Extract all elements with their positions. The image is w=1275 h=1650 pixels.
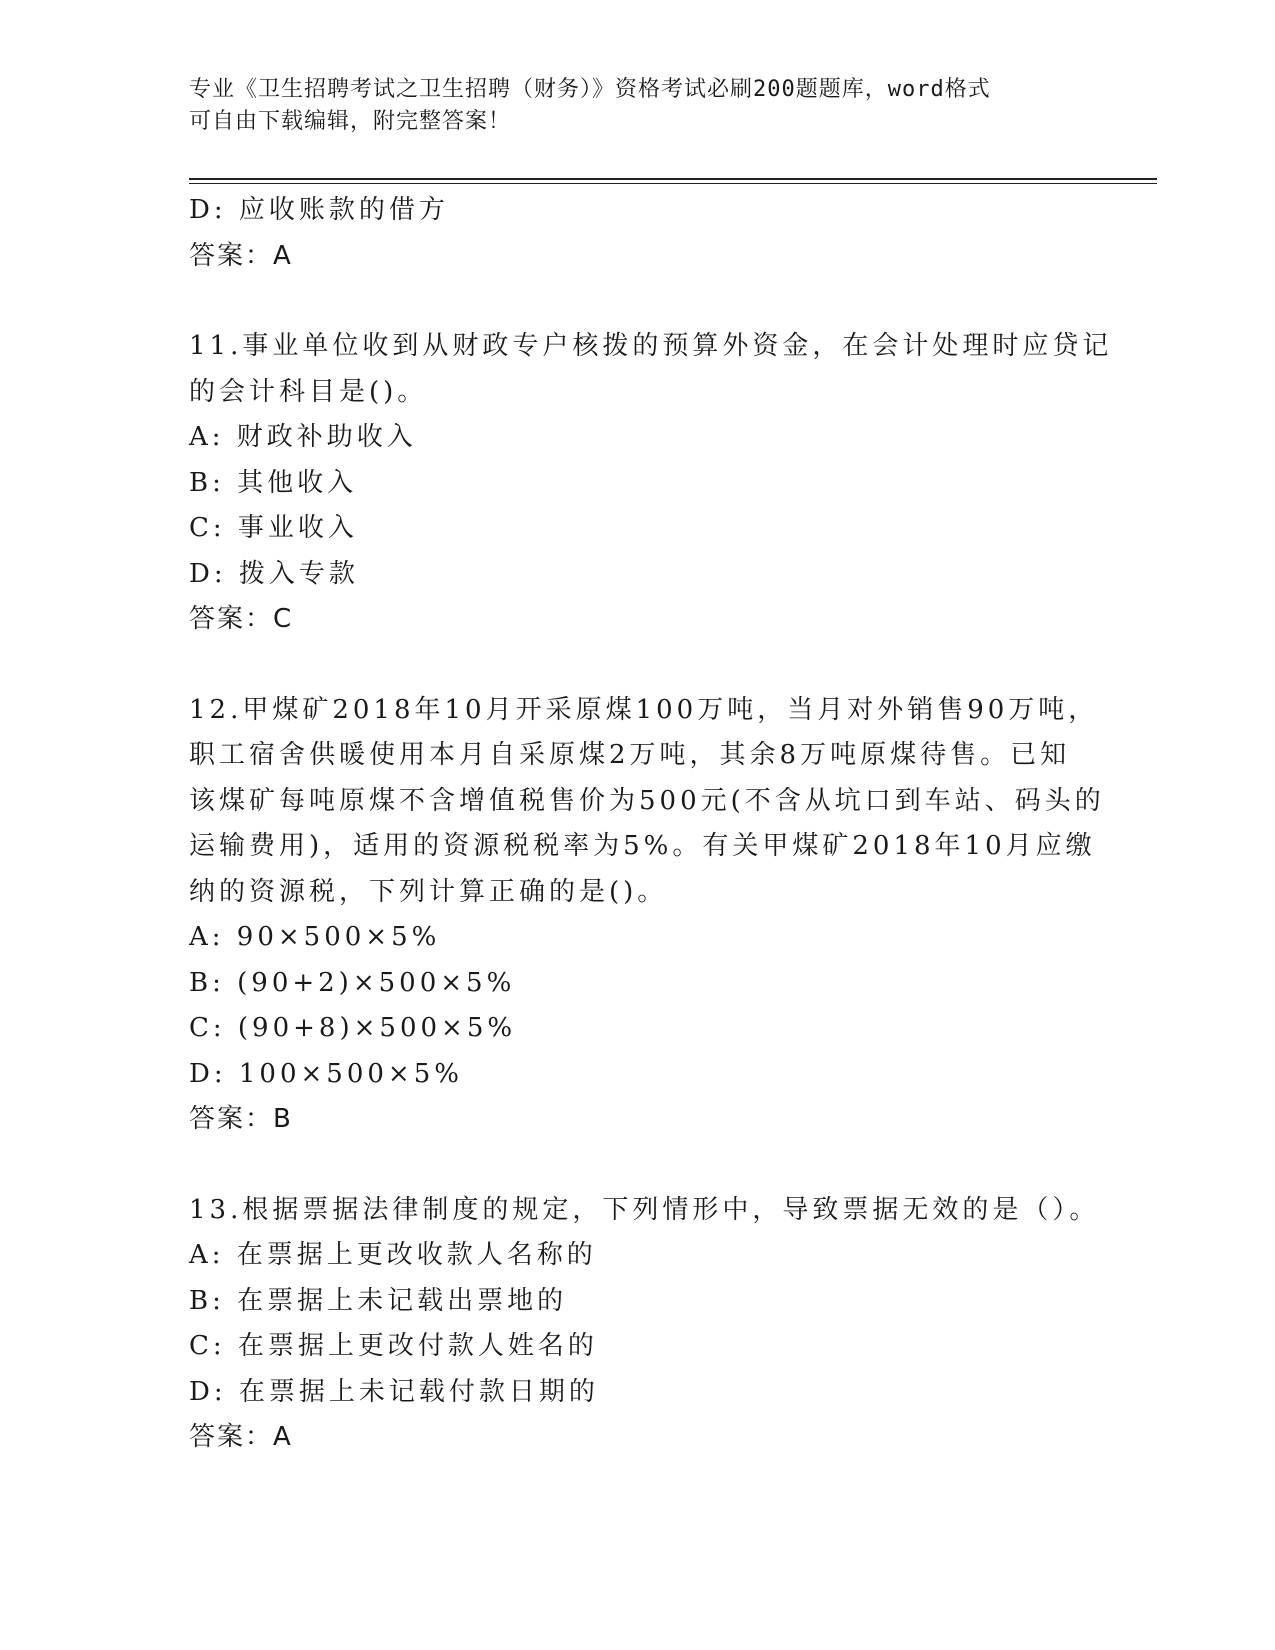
option-c: C: 在票据上更改付款人姓名的	[189, 1331, 598, 1361]
option-a: A: 在票据上更改收款人名称的	[189, 1240, 597, 1270]
question-13	[189, 1188, 1100, 1461]
question-stem-line: 11.事业单位收到从财政专户核拨的预算外资金，在会计处理时应贷记	[189, 331, 1113, 361]
option-b: B: 在票据上未记载出票地的	[189, 1285, 568, 1316]
question-11	[189, 324, 1113, 643]
option-b: B: 其他收入	[189, 467, 358, 498]
header-divider-thick	[189, 178, 1157, 180]
option-c: C: (90+8)×500×5%	[189, 1013, 517, 1043]
option-d: D: 100×500×5%	[189, 1058, 463, 1089]
question-stem-line: 纳的资源税，下列计算正确的是()。	[189, 876, 668, 907]
question-stem-line: 13.根据票据法律制度的规定，下列情形中，导致票据无效的是（）。	[189, 1194, 1100, 1225]
previous-question-tail	[189, 188, 1089, 279]
option-d: D: 拨入专款	[189, 558, 359, 589]
header-line-1: 专业《卫生招聘考试之卫生招聘（财务）》资格考试必刷200题题库，word格式	[189, 77, 991, 102]
answer-line: 答案：B	[189, 1104, 293, 1134]
option-d: D: 在票据上未记载付款日期的	[189, 1376, 599, 1407]
option-c: C: 事业收入	[189, 513, 358, 543]
question-stem-line: 运输费用)，适用的资源税税率为5%。有关甲煤矿2018年10月应缴	[189, 831, 1096, 861]
option-a: A: 90×500×5%	[189, 922, 441, 952]
page-header	[189, 74, 1069, 138]
question-stem-line: 的会计科目是()。	[189, 376, 428, 407]
document-body	[189, 188, 1113, 1461]
option-a: A: 财政补助收入	[189, 422, 417, 452]
question-stem-line: 职工宿舍供暖使用本月自采原煤2万吨，其余8万吨原煤待售。已知	[189, 740, 1071, 770]
spacer	[189, 643, 1089, 688]
header-line-2: 可自由下载编辑，附完整答案！	[189, 109, 512, 134]
spacer	[189, 279, 1089, 324]
answer-line: 答案：C	[189, 604, 294, 634]
option-b: B: (90+2)×500×5%	[189, 967, 516, 998]
question-stem-line: 12.甲煤矿2018年10月开采原煤100万吨，当月对外销售90万吨，	[189, 694, 1099, 725]
option-d: D: 应收账款的借方	[189, 195, 449, 225]
question-12	[189, 688, 1105, 1143]
header-divider-thin	[189, 183, 1157, 184]
answer-line: 答案：A	[189, 1422, 293, 1452]
answer-line: 答案：A	[189, 240, 293, 271]
question-stem-line: 该煤矿每吨原煤不含增值税售价为500元(不含从坑口到车站、码头的	[189, 785, 1105, 816]
spacer	[189, 1143, 1089, 1188]
